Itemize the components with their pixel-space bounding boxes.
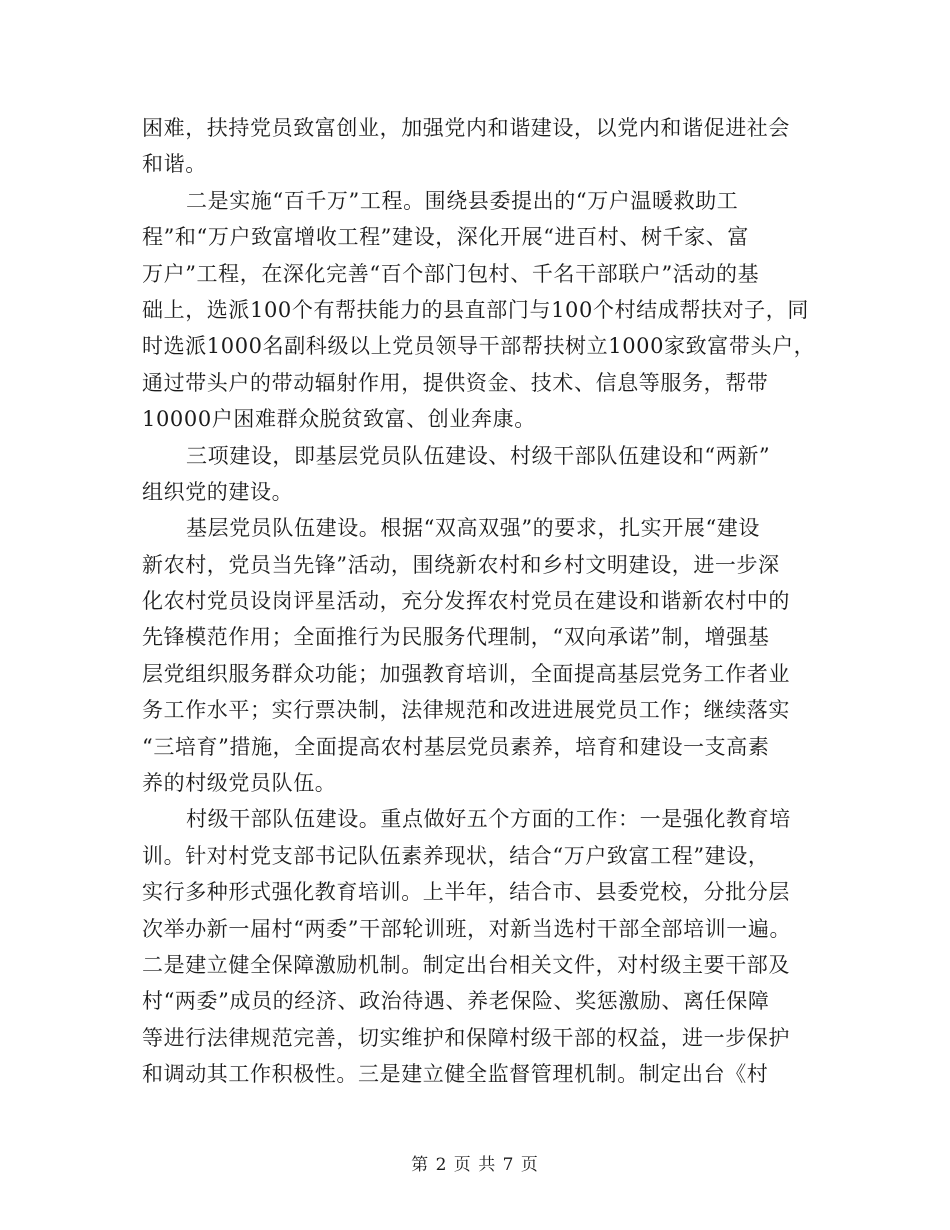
- text-line: 次举办新一届村“两委”干部轮训班，对新当选村干部全部培训一遍。: [142, 916, 792, 941]
- text-line: 二是实施“百千万”工程。围绕县委提出的“万户温暖救助工: [186, 188, 739, 213]
- text-line: 训。针对村党支部书记队伍素养现状，结合“万户致富工程”建设，: [142, 843, 770, 868]
- text-line: 困难，扶持党员致富创业，加强党内和谐建设，以党内和谐促进社会: [142, 116, 790, 140]
- text-line: 实行多种形式强化教育培训。上半年，结合市、县委党校，分批分层: [142, 880, 790, 905]
- text-line: 程”和“万户致富增收工程”建设，深化开展“进百村、树千家、富: [142, 225, 749, 250]
- text-line: 层党组织服务群众功能；加强教育培训，全面提高基层党务工作者业: [142, 661, 790, 686]
- page-number-label: 第 2 页 共 7 页: [411, 1155, 539, 1175]
- text-line: 础上，选派100个有帮扶能力的县直部门与100个村结成帮扶对子，同: [142, 297, 809, 322]
- text-line: 等进行法律规范完善，切实维护和保障村级干部的权益，进一步保护: [142, 1025, 790, 1050]
- text-line: “三培育”措施，全面提高农村基层党员素养，培育和建设一支高素: [142, 734, 770, 759]
- text-line: 化农村党员设岗评星活动，充分发挥农村党员在建设和谐新农村中的: [142, 589, 790, 614]
- text-line: 时选派1000名副科级以上党员领导干部帮扶树立1000家致富带头户，: [142, 334, 816, 359]
- text-line: 组织党的建设。: [142, 479, 294, 504]
- text-line: 村“两委”成员的经济、政治待遇、养老保险、奖惩激励、离任保障: [142, 989, 770, 1014]
- text-line: 基层党员队伍建设。根据“双高双强”的要求，扎实开展“建设: [186, 516, 761, 541]
- text-line: 养的村级党员队伍。: [142, 771, 337, 796]
- text-line: 三项建设，即基层党员队伍建设、村级干部队伍建设和“两新”: [186, 443, 771, 468]
- text-line: 和谐。: [142, 152, 207, 177]
- page-footer: [0, 1150, 950, 1175]
- text-line: 10000户困难群众脱贫致富、创业奔康。: [142, 407, 536, 432]
- document-body: [142, 110, 814, 1093]
- text-line: 新农村，党员当先锋”活动，围绕新农村和乡村文明建设，进一步深: [142, 552, 780, 577]
- text-line: 和调动其工作积极性。三是建立健全监督管理机制。制定出台《村: [142, 1062, 769, 1087]
- text-line: 通过带头户的带动辐射作用，提供资金、技术、信息等服务，帮带: [142, 370, 769, 395]
- text-line: 万户”工程，在深化完善“百个部门包村、千名干部联户”活动的基: [142, 261, 760, 286]
- text-line: 先锋模范作用；全面推行为民服务代理制，“双向承诺”制，增强基: [142, 625, 770, 650]
- text-line: 二是建立健全保障激励机制。制定出台相关文件，对村级主要干部及: [142, 952, 790, 977]
- text-line: 村级干部队伍建设。重点做好五个方面的工作：一是强化教育培: [186, 807, 791, 832]
- text-line: 务工作水平；实行票决制，法律规范和改进进展党员工作；继续落实: [142, 698, 790, 723]
